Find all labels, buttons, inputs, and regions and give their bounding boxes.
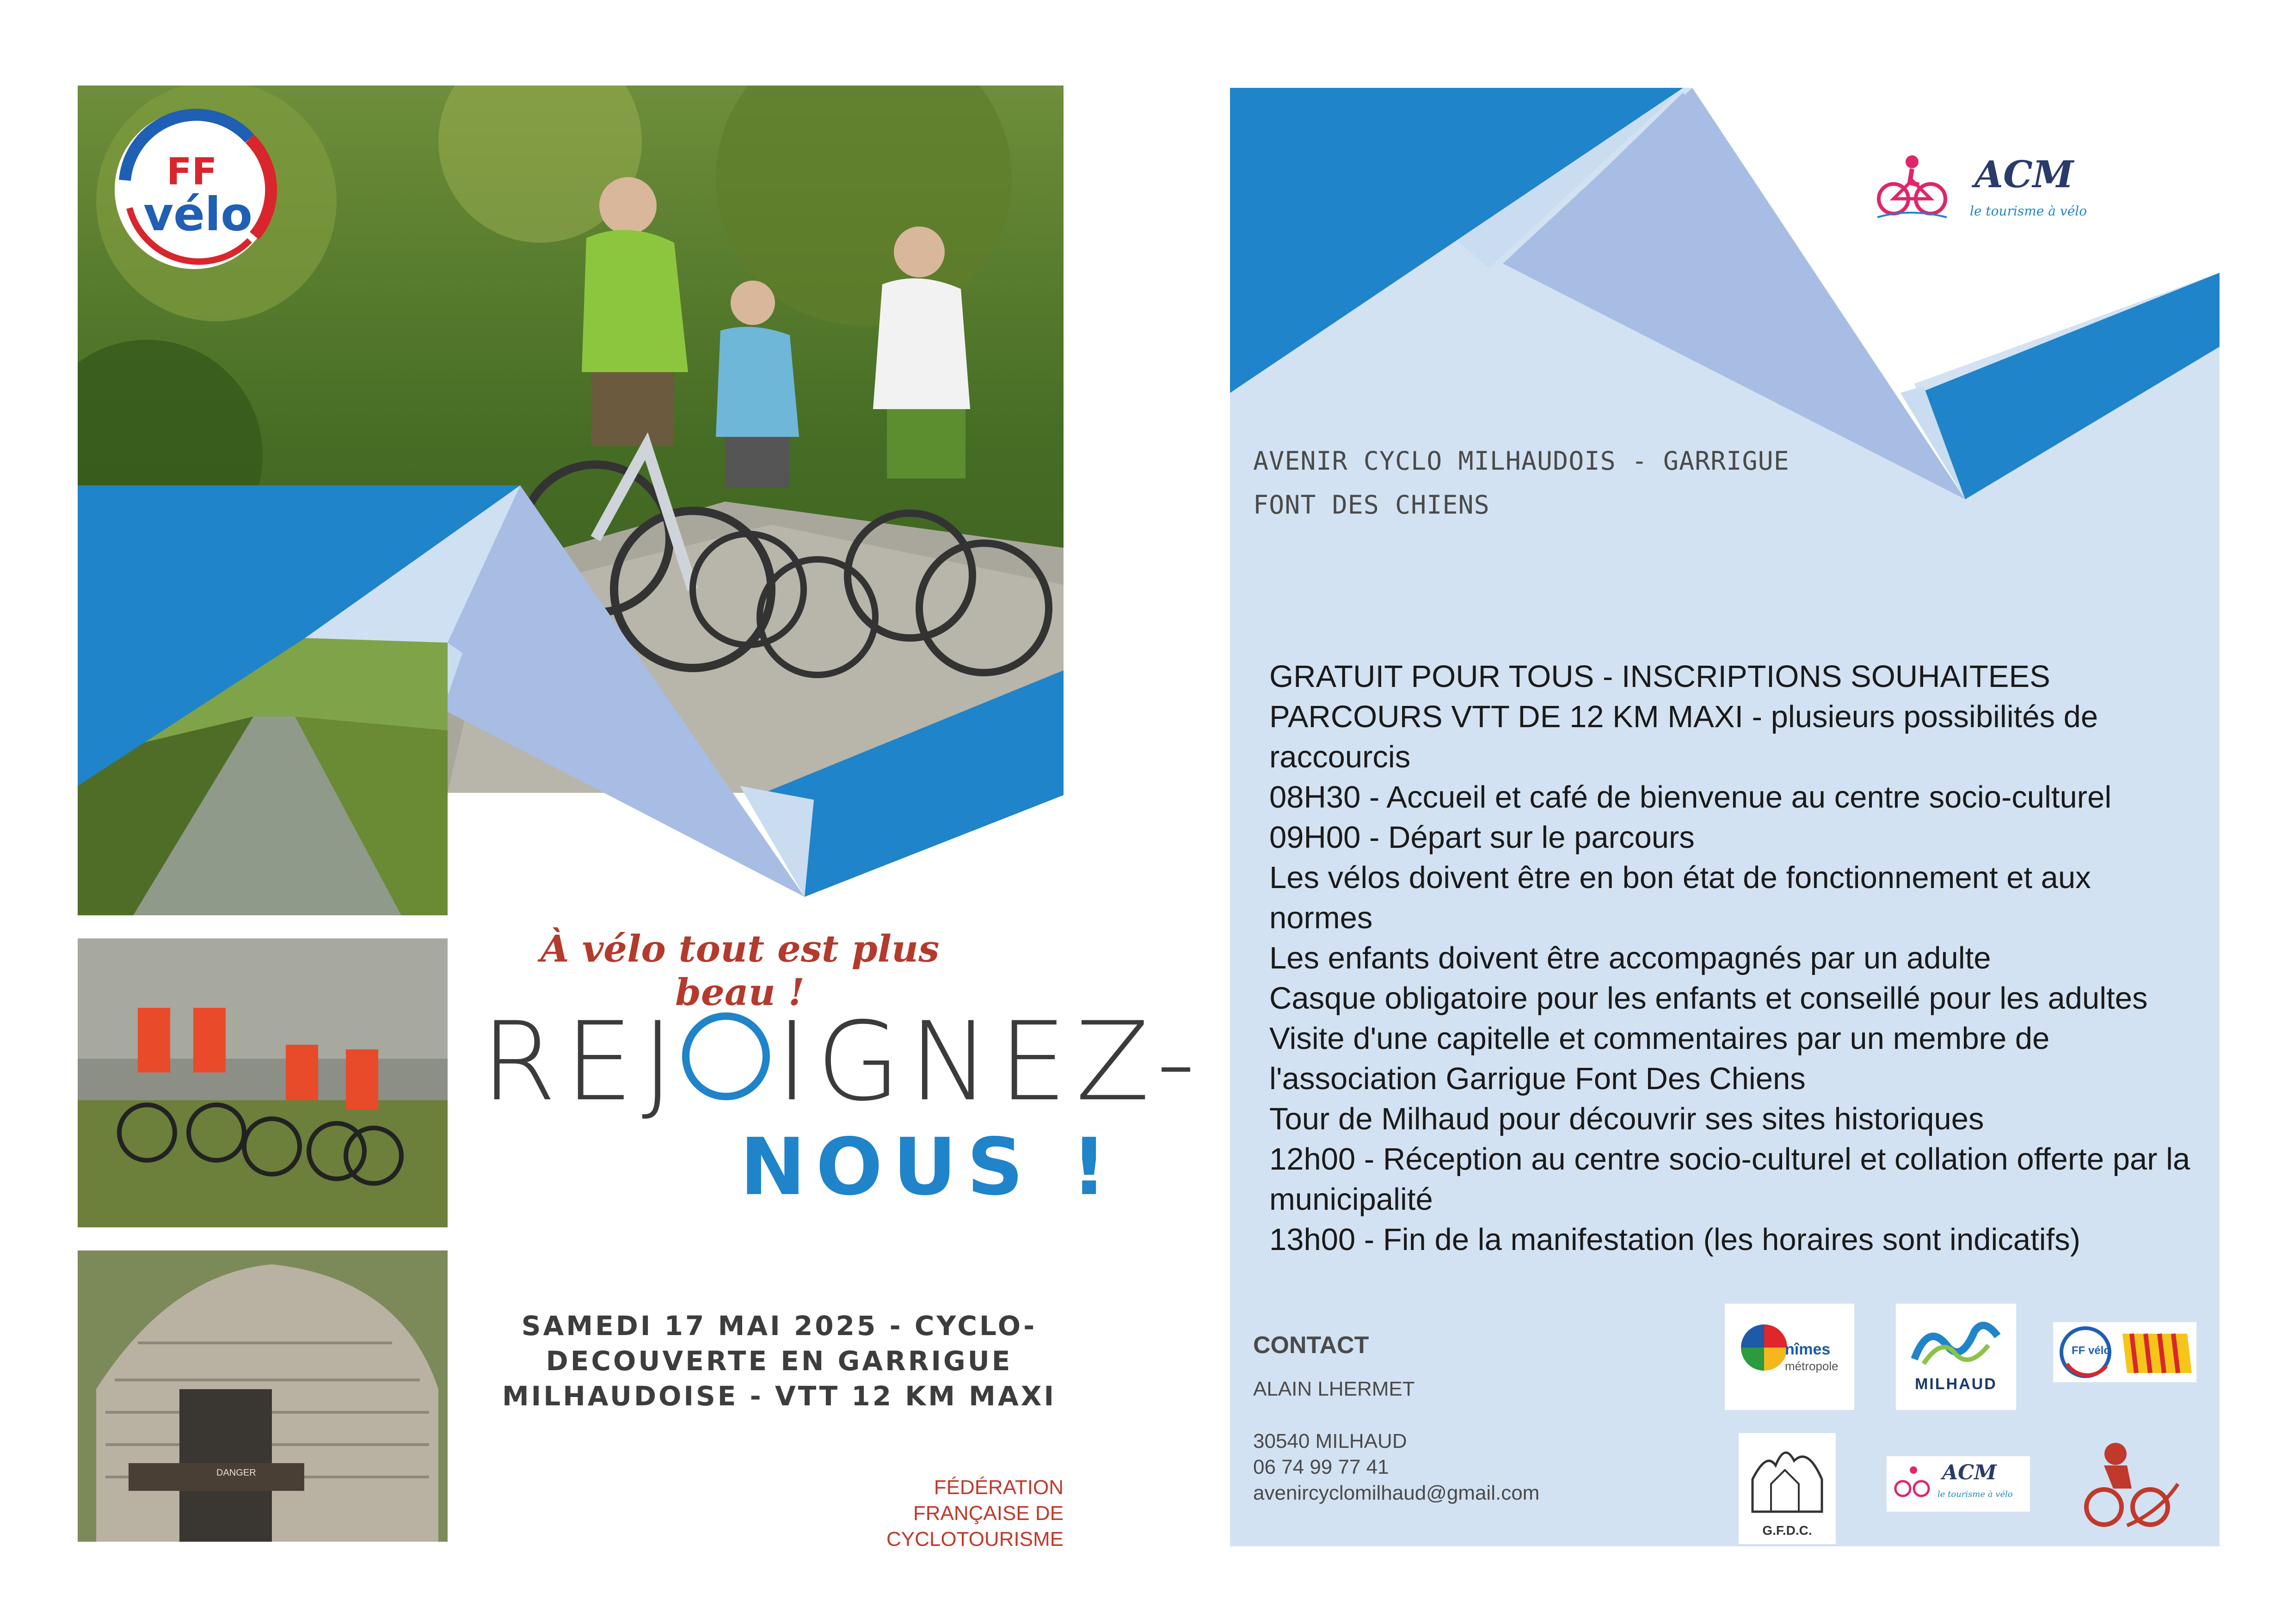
headline-part1: REJ [481,999,683,1125]
photo-green-lane [78,638,448,915]
acm-bottom-sub: le tourisme à vélo [1937,1489,2013,1499]
association-line: AVENIR CYCLO MILHAUDOIS - GARRIGUE [1253,446,1790,476]
nimes-logo-text1: nîmes [1785,1341,1831,1358]
federation-line: CYCLOTOURISME [886,1528,1064,1550]
headline-nous: NOUS ! [740,1121,1117,1213]
headline-part2: IGNEZ- [776,999,1204,1125]
nimes-logo-text2: métropole [1785,1359,1839,1373]
info-line: 12h00 - Réception au centre socio-culturel et collation offerte par la municipalité [1269,1142,2190,1217]
event-info-list [1269,656,2194,1260]
event-line: MILHAUDOISE - VTT 12 KM MAXI [502,1380,1057,1412]
gfdc-logo-text: G.F.D.C. [1762,1523,1812,1538]
capitelle-sign: DANGER [216,1468,256,1478]
federation-name [786,1475,1064,1552]
ffvelo-logo-velo: vélo [143,187,252,241]
event-description [490,1308,1068,1414]
ffvelo-region-text: FF vélo [2072,1344,2111,1357]
contact-details [1253,1428,1539,1506]
bike-wheel-icon [1895,1481,1910,1496]
contact-postal: 30540 MILHAUD [1253,1430,1407,1452]
federation-line: FÉDÉRATION [934,1476,1064,1499]
ffvelo-logo-ff: FF [166,150,217,193]
gfdc-logo [1739,1433,1836,1544]
info-line: PARCOURS VTT DE 12 KM MAXI - plusieurs possibilités de raccourcis [1269,699,2098,774]
contact-name: ALAIN LHERMET [1253,1378,1415,1400]
photo-capitelle [78,1250,448,1542]
tagline: À vélo tout est plus beau ! [540,927,940,1014]
event-line: SAMEDI 17 MAI 2025 - CYCLO- [521,1310,1037,1342]
nimes-metropole-logo [1725,1304,1854,1410]
milhaud-logo-text: MILHAUD [1915,1375,1997,1393]
cyclist-red-icon [2072,1438,2183,1530]
ffvelo-region-logo [2053,1322,2196,1382]
event-line: DECOUVERTE EN GARRIGUE [546,1345,1013,1377]
acm-logo-text: ACM [1974,153,2074,196]
info-line: Casque obligatoire pour les enfants et conseillé pour les adultes [1269,981,2148,1016]
info-line: Les enfants doivent être accompagnés par un adulte [1269,941,1991,975]
info-line: GRATUIT POUR TOUS - INSCRIPTIONS SOUHAITEES [1269,659,2050,694]
info-line: Tour de Milhaud pour découvrir ses sites historiques [1269,1102,1984,1136]
contact-label: CONTACT [1253,1332,1369,1359]
contact-phone: 06 74 99 77 41 [1253,1456,1389,1478]
federation-line: FRANÇAISE DE [913,1502,1064,1525]
headline-o-circle [682,1008,776,1116]
info-line: 13h00 - Fin de la manifestation (les horaires sont indicatifs) [1269,1222,2081,1257]
association-line: FONT DES CHIENS [1253,490,1490,520]
acm-logo-bottom [1887,1456,2030,1512]
photo-cyclist-group [78,938,448,1227]
headline-rejoignez [481,999,1204,1125]
info-line: Visite d'une capitelle et commentaires par un membre de l'association Garrigue Font Des Chiens [1269,1021,2050,1096]
milhaud-logo [1896,1304,2016,1410]
info-line: 09H00 - Départ sur le parcours [1269,820,1695,855]
info-line: 08H30 - Accueil et café de bienvenue au centre socio-culturel [1269,780,2112,815]
acm-logo-top [1868,148,2109,236]
association-name [1253,439,1808,527]
acm-bottom-text: ACM [1942,1461,1997,1484]
acm-logo-sub: le tourisme à vélo [1970,203,2087,219]
contact-email[interactable]: avenircyclomilhaud@gmail.com [1253,1482,1540,1504]
info-line: Les vélos doivent être en bon état de fonctionnement et aux normes [1269,860,2091,935]
